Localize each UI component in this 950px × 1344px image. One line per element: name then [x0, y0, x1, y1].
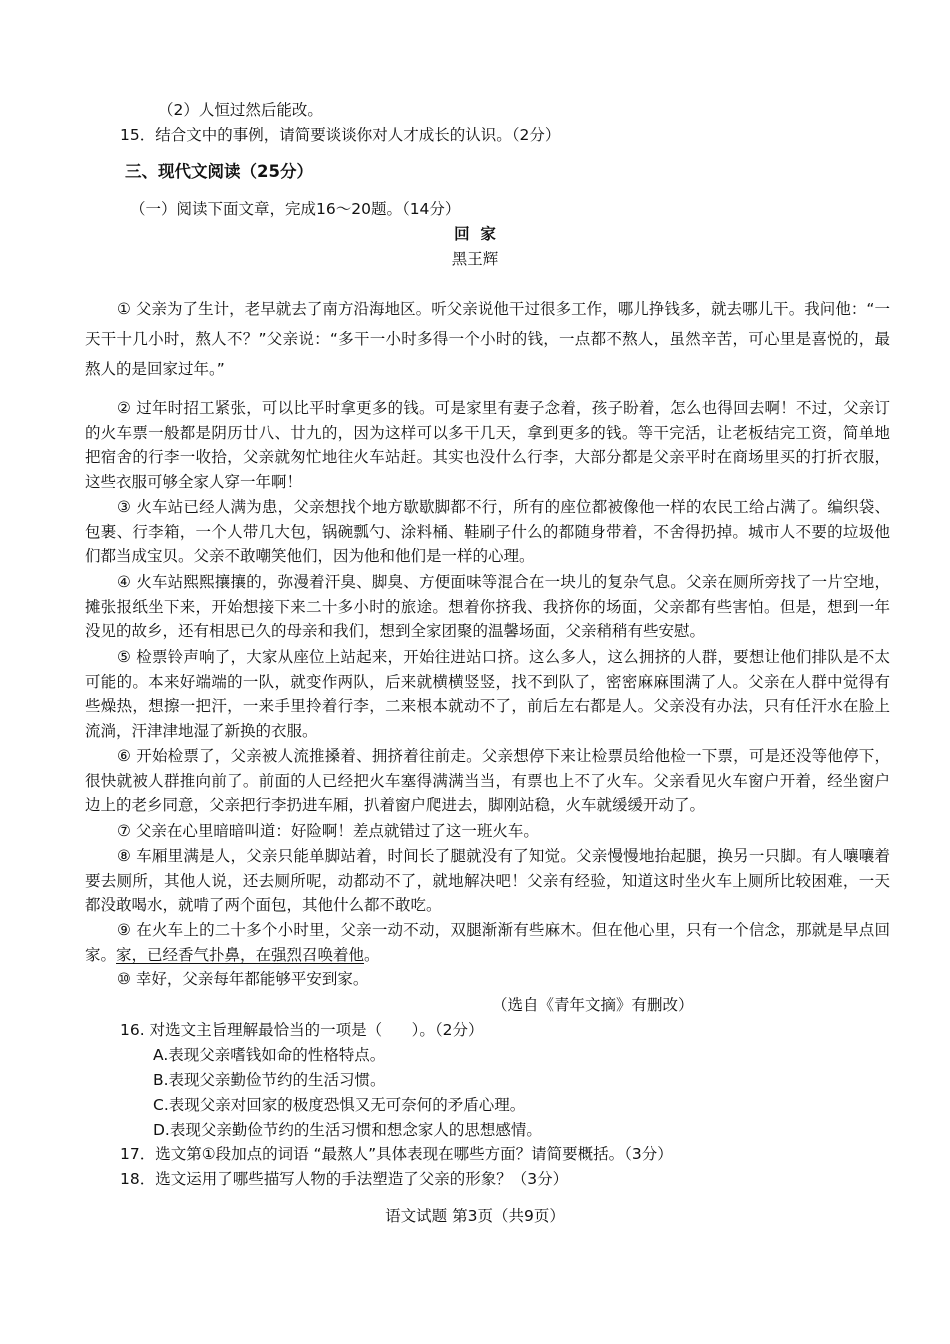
question-16: 16. 对选文主旨理解最恰当的一项是（ ）。（2分） [120, 1021, 484, 1039]
question-18: 18．选文运用了哪些描写人物的手法塑造了父亲的形象？（3分） [120, 1170, 569, 1188]
paragraph-7: ⑦ 父亲在心里暗暗叫道：好险啊！差点就错过了这一班火车。 [117, 822, 539, 840]
paragraph-9-end: 。 [364, 945, 380, 964]
paragraph-5: ⑤ 检票铃声响了，大家从座位上站起来，开始往进站口挤。这么多人，这么拥挤的人群，要想让他们排队是不太可能的。本来好端端的一队，就变作两队，后来就横横竖竖，找不到队了，密密麻麻围满了人。父亲在人群中觉得有些燥热，想擦一把汗，一来手里拎着行李，二来根本就动不了，前后左右都是人。父亲没有办法，只有任汗水在脸上流淌，汗津津地湿了新换的衣服。 [85, 648, 890, 741]
source-note: （选自《青年文摘》有删改） [492, 996, 694, 1014]
question-15: 15．结合文中的事例，请简要谈谈你对人才成长的认识。（2分） [120, 126, 561, 144]
paragraph-10: ⑩ 幸好，父亲每年都能够平安到家。 [117, 970, 369, 988]
paragraph-8: ⑧ 车厢里满是人，父亲只能单脚站着，时间长了腿就没有了知觉。父亲慢慢地抬起腿，换另一只脚。有人嚷嚷着要去厕所，其他人说，还去厕所呢，动都动不了，就地解决吧！父亲有经验，知道这时坐火车上厕所比较困难，一天都没敢喝水，就啃了两个面包，其他什么都不敢吃。 [85, 847, 890, 915]
item-2: （2）人恒过然后能改。 [158, 101, 323, 119]
paragraph-9-text: ⑨ 在火车上的二十多个小时里，父亲一动不动，双腿渐渐有些麻木。但在他心里，只有一个信念，那就是早点回家。 [85, 921, 890, 964]
paragraph-9 [85, 918, 890, 967]
underlined-sentence: 家，已经香气扑鼻，在强烈召唤着他 [116, 945, 365, 964]
article-author: 黑王辉 [451, 250, 499, 268]
option-c: C.表现父亲对回家的极度恐惧又无可奈何的矛盾心理。 [153, 1096, 526, 1114]
paragraph-1: ① 父亲为了生计，老早就去了南方沿海地区。听父亲说他干过很多工作，哪儿挣钱多，就去哪儿干。我问他：“一天干十几小时，熬人不？”父亲说：“多干一小时多得一个小时的钱，一点都不熬人，虽然辛苦，可心里是喜悦的，最熬人的是回家过年。” [85, 300, 890, 378]
paragraph-4: ④ 火车站熙熙攘攘的，弥漫着汗臭、脚臭、方便面味等混合在一块儿的复杂气息。父亲在厕所旁找了一片空地，摊张报纸坐下来，开始想接下来二十多小时的旅途。想着你挤我、我挤你的场面，父亲都有些害怕。但是，想到一年没见的故乡，还有相思已久的母亲和我们，想到全家团聚的温馨场面，父亲稍稍有些安慰。 [85, 573, 890, 641]
paragraph-2: ② 过年时招工紧张，可以比平时拿更多的钱。可是家里有妻子念着，孩子盼着，怎么也得回去啊！不过，父亲订的火车票一般都是阴历廿八、廿九的，因为这样可以多干几天，拿到更多的钱。等干完活，让老板结完工资，简单地把宿舍的行李一收拾，父亲就匆忙地往火车站赶。其实也没什么行李，大部分都是父亲平时在商场里买的打折衣服，这些衣服可够全家人穿一年啊！ [85, 399, 890, 492]
section-heading: 三、现代文阅读（25分） [125, 162, 313, 181]
option-b: B.表现父亲勤俭节约的生活习惯。 [153, 1071, 386, 1089]
question-17: 17．选文第①段加点的词语 “最熬人”具体表现在哪些方面？请简要概括。（3分） [120, 1145, 673, 1163]
option-d: D.表现父亲勤俭节约的生活习惯和想念家人的思想感情。 [153, 1121, 542, 1139]
option-a: A.表现父亲嗜钱如命的性格特点。 [153, 1046, 386, 1064]
paragraph-6: ⑥ 开始检票了，父亲被人流推搡着、拥挤着往前走。父亲想停下来让检票员给他检一下票，可是还没等他停下，很快就被人群推向前了。前面的人已经把火车塞得满满当当，有票也上不了火车。父亲看见火车窗户开着，经坐窗户边上的老乡同意，父亲把行李扔进车厢，扒着窗户爬进去，脚刚站稳，火车就缓缓开动了。 [85, 747, 890, 815]
paragraph-3: ③ 火车站已经人满为患，父亲想找个地方歇歇脚都不行，所有的座位都被像他一样的农民工给占满了。编织袋、包裹、行李箱，一个人带几大包，锅碗瓢勺、涂料桶、鞋刷子什么的都随身带着，不舍得扔掉。城市人不要的垃圾他们都当成宝贝。父亲不敢嘲笑他们，因为他和他们是一样的心理。 [85, 498, 890, 566]
page-footer: 语文试题 第3页（共9页） [385, 1207, 565, 1225]
article-title: 回 家 [454, 225, 496, 243]
sub-heading: （一）阅读下面文章，完成16～20题。（14分） [130, 200, 461, 218]
